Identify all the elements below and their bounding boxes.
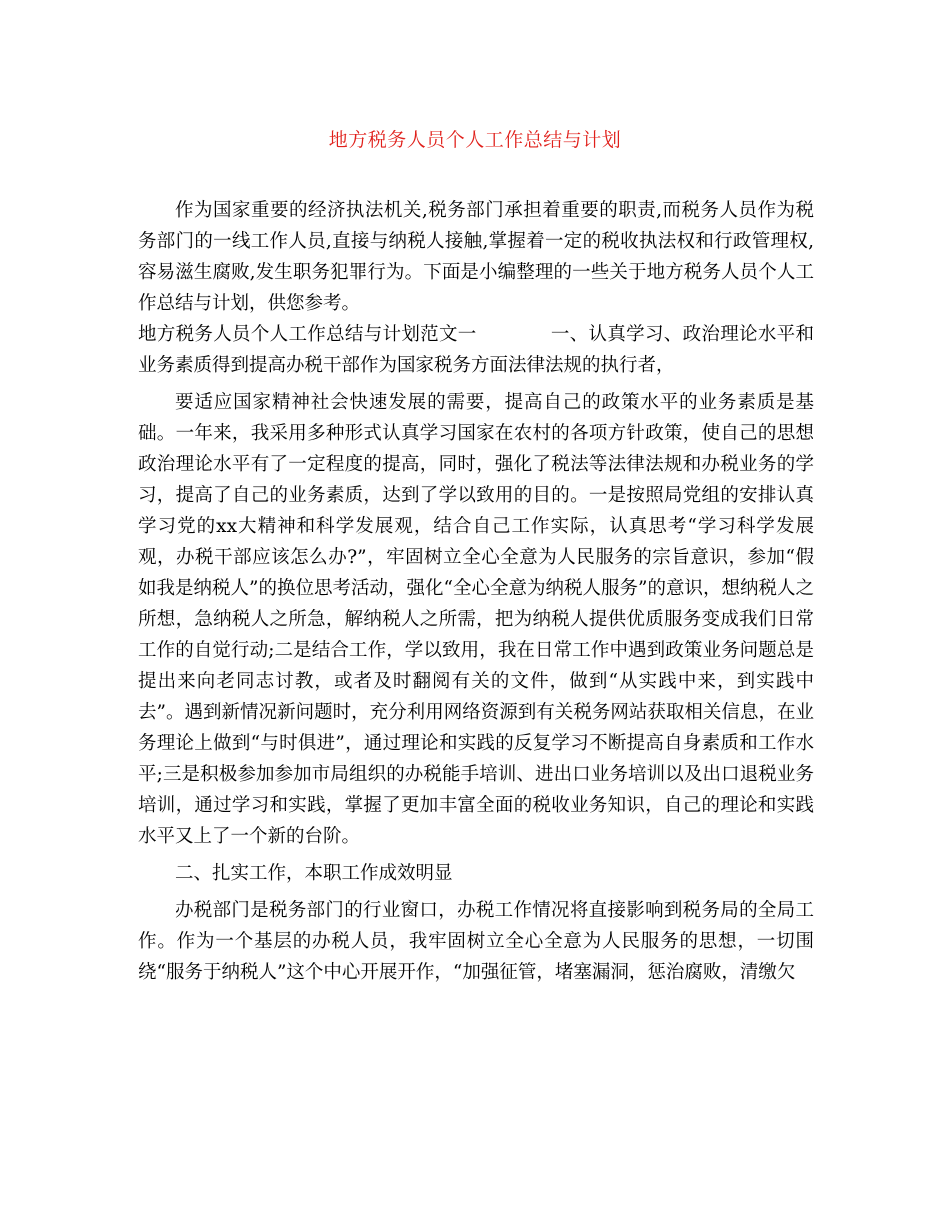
document-title: 地方税务人员个人工作总结与计划 — [328, 129, 622, 151]
section-two-heading: 二、扎实工作，本职工作成效明显 — [175, 863, 453, 884]
work-paragraph: 办税部门是税务部门的行业窗口，办税工作情况将直接影响到税务局的全局工作。作为一个基层的办税人员，我牢固树立全心全意为人民服务的思想，一切围绕“服务于纳税人”这个中心开展开作，“加强征管，堵塞漏洞，惩治腐败，清缴欠 — [138, 900, 814, 983]
intro-paragraph: 作为国家重要的经济执法机关,税务部门承担着重要的职责,而税务人员作为税务部门的一线工作人员,直接与纳税人接触,掌握着一定的税收执法权和行政管理权,容易滋生腐败,发生职务犯罪行为。下面是小编整理的一些关于地方税务人员个人工作总结与计划，供您参考。 — [138, 200, 814, 314]
section-one-heading: 一、认真学习、政治理论水平和业务素质得到提高办税干部作为国家税务方面法律法规的执行者， — [138, 324, 814, 376]
document-body — [138, 195, 814, 988]
section-heading-line — [138, 319, 814, 381]
section-title: 地方税务人员个人工作总结与计划范文一 — [138, 324, 477, 345]
study-paragraph: 要适应国家精神社会快速发展的需要，提高自己的政策水平的业务素质是基础。一年来，我采用多种形式认真学习国家在农村的各项方针政策，使自己的思想政治理论水平有了一定程度的提高，同时，强化了税法等法律法规和办税业务的学习，提高了自己的业务素质，达到了学以致用的目的。一是按照局党组的安排认真学习党的xx大精神和科学发展观，结合自己工作实际，认真思考“学习科学发展观，办税干部应该怎么办?”，牢固树立全心全意为人民服务的宗旨意识，参加“假如我是纳税人”的换位思考活动，强化“全心全意为纳税人服务”的意识，想纳税人之所想，急纳税人之所急，解纳税人之所需，把为纳税人提供优质服务变成我们日常工作的自觉行动;二是结合工作，学以致用，我在日常工作中遇到政策业务问题总是提出来向老同志讨教，或者及时翻阅有关的文件，做到“从实践中来，到实践中去”。遇到新情况新问题时，充分利用网络资源到有关税务网站获取相关信息，在业务理论上做到“与时俱进”，通过理论和实践的反复学习不断提高自身素质和工作水平;三是积极参加参加市局组织的办税能手培训、进出口业务培训以及出口退税业务培训，通过学习和实践，掌握了更加丰富全面的税收业务知识，自己的理论和实践水平又上了一个新的台阶。 — [138, 392, 814, 847]
